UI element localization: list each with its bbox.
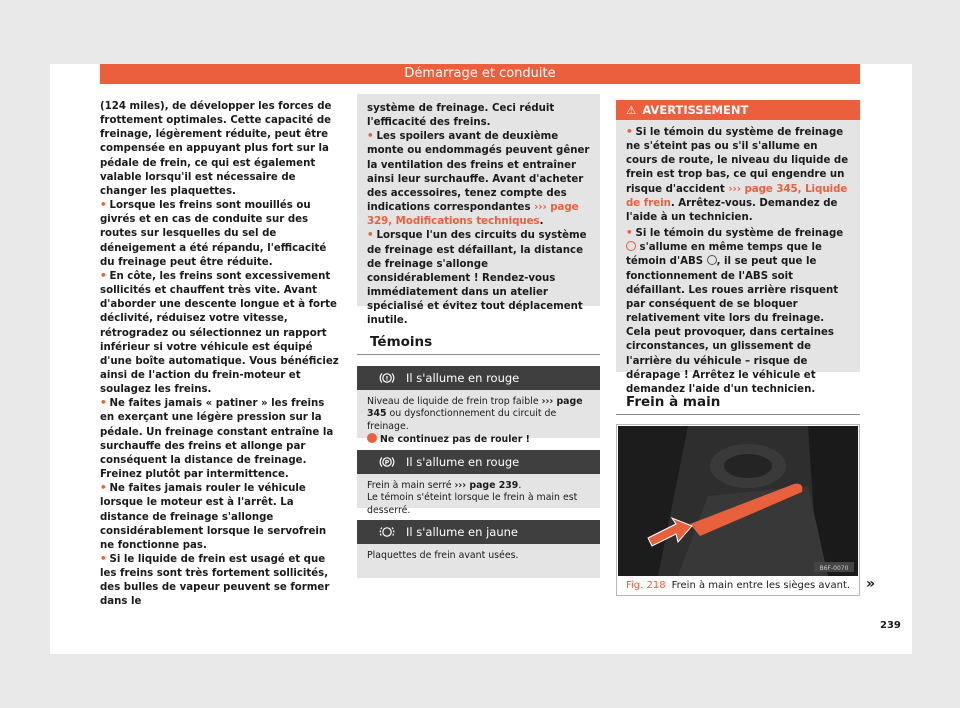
lamp-description: Niveau de liquide de frein trop faible ››› page 345 ou dysfonctionnement du circuit de freinage. Ne continuez pas de rouler ! <box>357 390 600 438</box>
handbrake-photo <box>618 426 858 576</box>
bullet-icon: • <box>626 228 633 240</box>
lamp-label: Il s'allume en rouge <box>406 455 520 469</box>
bullet-item: • Lorsque les freins sont mouillés ou givrés et en cas de conduite sur des routes sur lesquelles du sel de déneigement a été répandu, l'efficacité du freinage peut être réduite. <box>100 200 327 268</box>
stop-icon <box>367 433 377 443</box>
lamp-header <box>357 450 600 474</box>
cross-ref-link[interactable]: page 345, Liquide de frein <box>626 183 848 209</box>
svg-text:P: P <box>384 459 390 467</box>
svg-text:!: ! <box>385 374 389 383</box>
chapter-header: Démarrage et conduite <box>100 64 860 84</box>
figure-caption: Fig. 218 Frein à main entre les sièges avant. <box>626 580 851 591</box>
cross-ref-link[interactable]: page 329, Modifications techniques <box>367 202 579 228</box>
page-ref[interactable]: ››› page 345 <box>367 396 583 420</box>
bullet-icon: • <box>100 270 107 282</box>
lamp-description: Plaquettes de frein avant usées. <box>357 544 600 578</box>
box-intro: système de freinage. Ceci réduit l'efficacité des freins. <box>367 103 555 129</box>
bullet-item: • Si le témoin du système de freinage s'allume en même temps que le témoin d'ABS , il se peut que le fonctionnement de l'ABS soit défaillant. Les roues arrière risquent par conséquent de se bloquer relativement vite lors du freinage. Cela peut provoquer, dans certaines circonstances, un glissement de l'arrière du véhicule – risque de dérapage ! Arrêtez le véhicule et demandez l'aide d'un technicien. <box>626 228 844 395</box>
bullet-icon: • <box>100 554 107 565</box>
bullet-icon: • <box>100 200 107 212</box>
section-title-temoins: Témoins <box>370 334 433 350</box>
bullet-item: • Si le liquide de frein est usagé et que les freins sont très fortement sollicités, des bulles de vapeur peuvent se former dans le <box>100 554 330 608</box>
abs-icon <box>707 255 717 265</box>
photo-code: B6F-0070 <box>819 565 849 572</box>
brake-warning-icon <box>626 241 636 251</box>
bullet-item: • Les spoilers avant de deuxième monte ou endommagés peuvent gêner la ventilation des freins et entraîner ainsi leur surchauffe. Avant d'acheter des accessoires, tenez compte des indications correspondantes ››› page 329, Modifications techniques. <box>367 131 590 228</box>
section-divider <box>616 414 860 415</box>
lamp-label: Il s'allume en jaune <box>406 525 518 539</box>
page-number: 239 <box>880 620 901 631</box>
warning-header: ⚠ AVERTISSEMENT <box>616 100 860 120</box>
bullet-item: • Lorsque l'un des circuits du système de freinage est défaillant, la distance de freinage s'allonge considérablement ! Rendez-vous immédiatement dans un atelier spécialisé et évitez tout déplacement inutile. <box>367 230 587 327</box>
bullet-item: • Si le témoin du système de freinage ne s'éteint pas ou s'il s'allume en cours de route, le niveau du liquide de frein est trop bas, ce qui engendre un risque d'accident ››› page 345, Liquide de frein. Arrêtez-vous. Demandez de l'aide à un technicien. <box>626 127 849 223</box>
continue-arrow: » <box>866 576 876 592</box>
bullet-item: • Ne faites jamais « patiner » les freins en exerçant une légère pression sur la pédale. Un freinage constant entraîne la surchauffe des freins et allonge par conséquent la distance de freinage. Freinez plutôt par intermittence. <box>100 398 334 481</box>
bullet-icon: • <box>367 131 374 143</box>
brake-warning-icon <box>379 370 395 386</box>
bullet-icon: • <box>626 127 633 138</box>
stop-warning: Ne continuez pas de rouler ! <box>379 434 530 446</box>
lamp-header <box>357 366 600 390</box>
warning-triangle-icon: ⚠ <box>626 103 637 117</box>
warning-continuation-box <box>357 94 600 327</box>
section-title-frein-a-main: Frein à main <box>626 394 721 410</box>
section-divider <box>357 354 600 355</box>
cross-ref-arrows: ››› <box>534 202 547 214</box>
lamp-header <box>357 520 600 544</box>
bullet-item: • En côte, les freins sont excessivement sollicités et chauffent très vite. Avant d'aborder une descente longue et à forte déclivité, réduisez votre vitesse, rétrogradez ou sélectionnez un rapport inférieur si votre véhicule est équipé d'une boîte automatique. Vous bénéficiez ainsi de l'action du frein-moteur et soulagez les freins. <box>100 270 339 396</box>
bullet-icon: • <box>100 398 107 410</box>
brake-pad-wear-icon <box>379 524 395 540</box>
warning-body <box>616 120 860 397</box>
bullet-item: • Ne faites jamais rouler le véhicule lorsque le moteur est à l'arrêt. La distance de freinage s'allonge considérablement lorsque le servofrein ne fonctionne pas. <box>100 483 327 551</box>
lamp-description: Frein à main serré ››› page 239. Le témoin s'éteint lorsque le frein à main est desserré. <box>357 474 600 508</box>
intro-paragraph: (124 miles), de développer les forces de frottement optimales. Cette capacité de freinage, légèrement réduite, peut être compensée en appuyant plus fort sur la pédale de frein, ce qui est également valable lorsqu'il est nécessaire de changer les plaquettes. <box>100 101 332 197</box>
warning-box <box>616 100 860 395</box>
figure-label: Fig. 218 <box>626 580 666 591</box>
parking-brake-icon <box>379 454 395 470</box>
lamp-label: Il s'allume en rouge <box>406 371 520 385</box>
bullet-icon: • <box>367 230 374 242</box>
bullet-icon: • <box>100 483 107 495</box>
page-ref[interactable]: ››› page 239 <box>454 480 519 491</box>
column-1 <box>100 100 340 610</box>
cross-ref-arrows: ››› <box>728 183 741 195</box>
